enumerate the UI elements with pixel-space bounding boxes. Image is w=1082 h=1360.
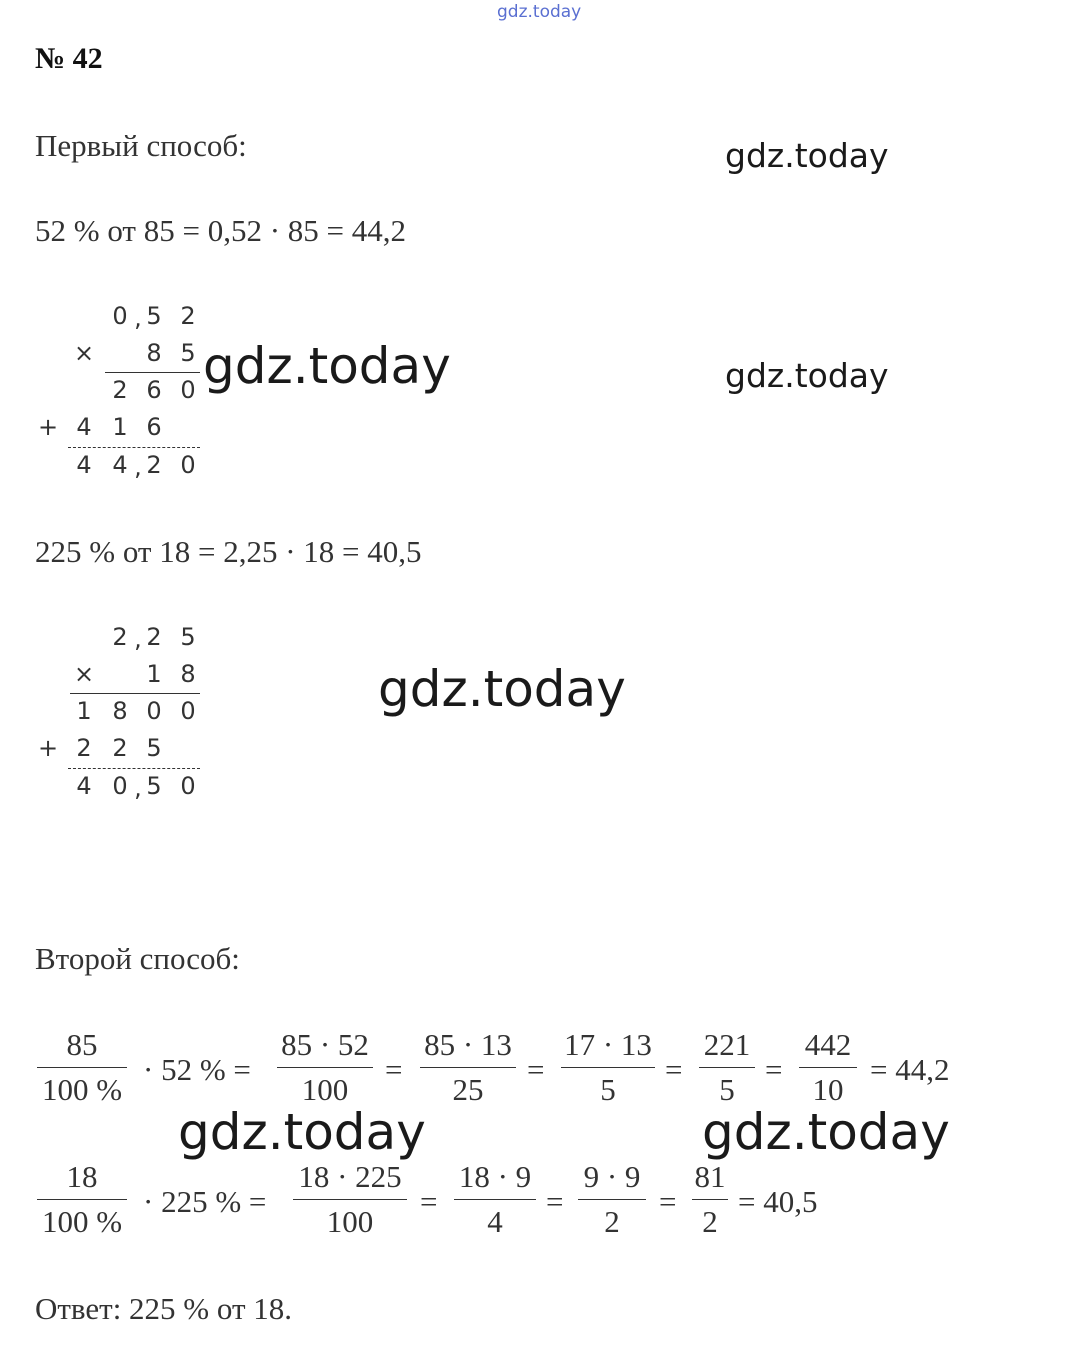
fraction: 221 5	[699, 1025, 755, 1110]
watermark: gdz.today	[378, 660, 626, 718]
equation-52-percent: 52 % от 85 = 0,52 · 85 = 44,2	[35, 213, 407, 248]
fraction: 18 · 9 4	[454, 1157, 536, 1242]
problem-number: № 42	[35, 42, 103, 75]
first-method-heading: Первый способ:	[35, 128, 247, 163]
watermark: gdz.today	[725, 356, 889, 395]
watermark: gdz.today	[203, 337, 451, 395]
second-method-heading: Второй способ:	[35, 941, 240, 976]
watermark-top: gdz.today	[497, 2, 582, 22]
watermark: gdz.today	[702, 1103, 950, 1161]
watermark: gdz.today	[725, 136, 889, 175]
fraction: 18 · 225 100	[293, 1157, 407, 1242]
fraction: 442 10	[799, 1025, 857, 1110]
fraction: 85 · 13 25	[420, 1025, 516, 1110]
answer: Ответ: 225 % от 18.	[35, 1291, 293, 1326]
fraction: 17 · 13 5	[561, 1025, 655, 1110]
watermark: gdz.today	[178, 1103, 426, 1161]
fraction: 9 · 9 2	[578, 1157, 646, 1242]
fraction: 18 100 %	[37, 1157, 127, 1242]
fraction: 85 · 52 100	[277, 1025, 373, 1110]
fraction: 81 2	[692, 1157, 728, 1242]
fraction: 85 100 %	[37, 1025, 127, 1110]
equation-225-percent: 225 % от 18 = 2,25 · 18 = 40,5	[35, 534, 422, 569]
